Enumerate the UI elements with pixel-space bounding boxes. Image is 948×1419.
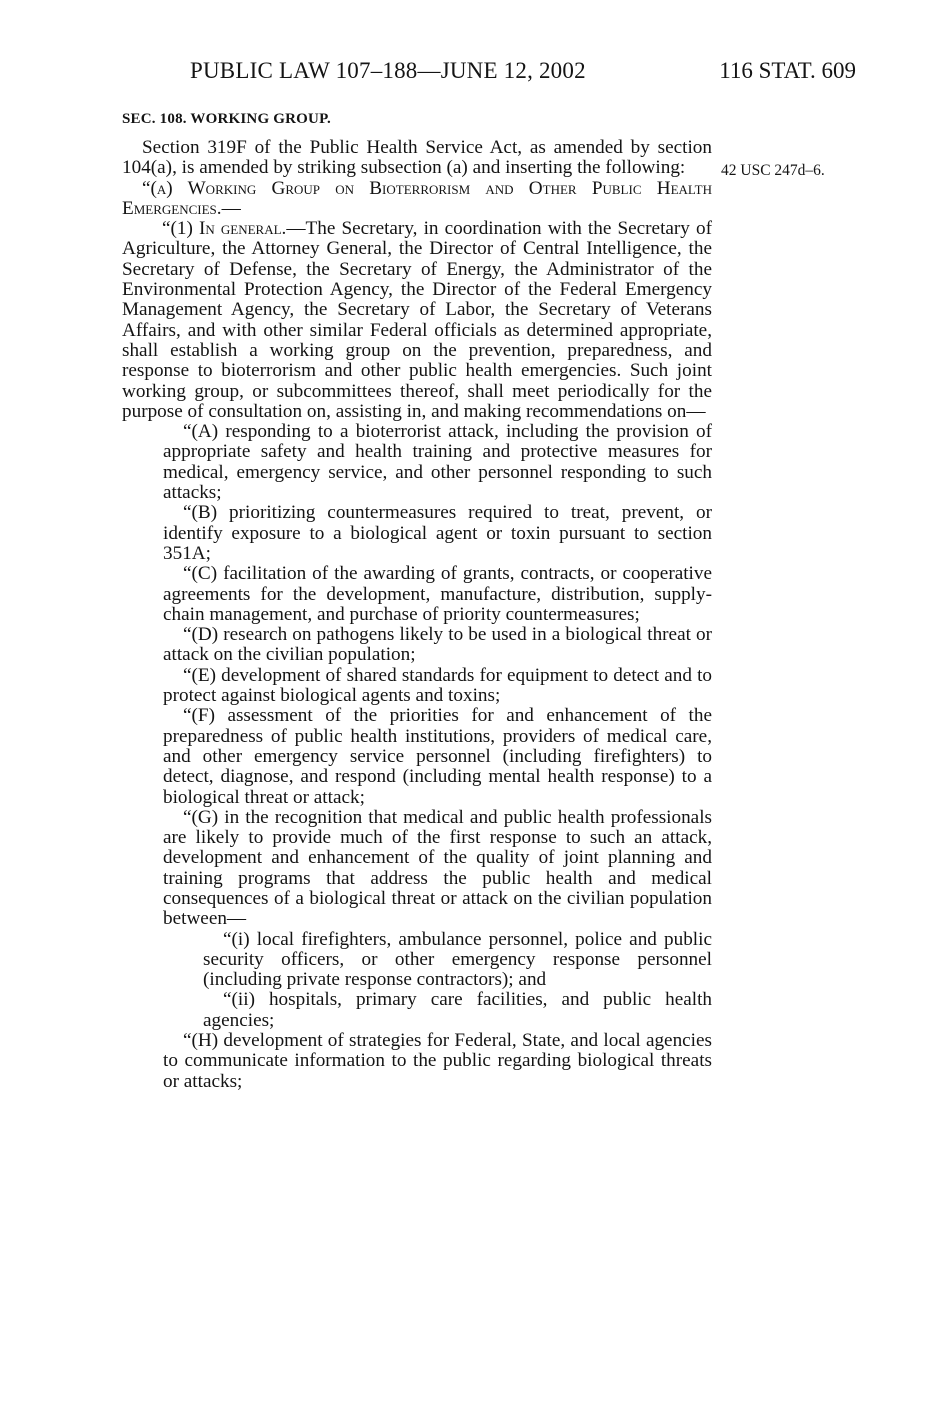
section-heading: SEC. 108. WORKING GROUP. (122, 111, 331, 127)
item-d: “(D) research on pathogens likely to be used in a biological threat or attack on the civilian population; (163, 624, 712, 666)
item-e: “(E) development of shared standards for equipment to detect and to protect against biological agents and toxins; (163, 664, 712, 707)
item-f: “(F) assessment of the priorities for and enhancement of the preparedness of public health institutions, providers of medical care, and other emergency service personnel (including firefighters) to detect, diagnose, and respond (including mental health response) to a biological threat or attack; (163, 705, 712, 808)
item-h: “(H) development of strategies for Federal, State, and local agencies to communicate information to the public regarding biological threats or attacks; (163, 1030, 712, 1092)
section-intro: Section 319F of the Public Health Service Act, as amended by section 104(a), is amended by striking subsection (a) and inserting the following: (122, 137, 712, 179)
statute-citation: 116 STAT. 609 (719, 58, 856, 83)
section-body (122, 138, 712, 1092)
page-header (0, 58, 948, 98)
subitem-i: “(i) local firefighters, ambulance personnel, police and public security officers, or other emergency response personnel (including private response contractors); and (203, 928, 712, 991)
paragraph-1 (122, 219, 712, 422)
paragraph-1-text: —The Secretary, in coordination with the Secretary of Agriculture, the Attorney General, the Director of Central Intelligence, the Secretary of Defense, the Secretary of Energy, the Administrator of the Environmental Protection Agency, the Director of the Federal Emergency Management Agency, the Secretary of Labor, the Secretary of Veterans Affairs, and with other similar Federal officials as determined appropriate, shall establish a working group on the prevention, preparedness, and response to bioterrorism and other public health emergencies. Such joint working group, or subcommittees thereof, shall meet periodically for the purpose of consultation on, assisting in, and making recommendations on— (122, 218, 712, 422)
subitem-ii: “(ii) hospitals, primary care facilities, and public health agencies; (203, 989, 712, 1031)
item-a: “(A) responding to a bioterrorist attack, including the provision of appropriate safety and health training and protective measures for medical, emergency service, and other personnel responding to such attacks; (163, 421, 712, 504)
running-head: PUBLIC LAW 107–188—JUNE 12, 2002 (190, 58, 586, 83)
paragraph-1-label: “(1) In general. (162, 218, 287, 240)
item-g: “(G) in the recognition that medical and public health professionals are likely to provide much of the first response to such an attack, development and enhancement of the quality of joint planning and training programs that address the public health and medical consequences of a biological threat or attack on the civilian population between— (163, 806, 712, 930)
subsection-a-heading-text: “(a) Working Group on Bioterrorism and Other Public Health Emergencies.— (122, 177, 712, 219)
item-b: “(B) prioritizing countermeasures required to treat, prevent, or identify exposure to a biological agent or toxin pursuant to section 351A; (163, 502, 712, 564)
item-c: “(C) facilitation of the awarding of grants, contracts, or cooperative agreements for the development, manufacture, distribution, supply-chain management, and purchase of priority countermeasures; (163, 563, 712, 625)
margin-citation: 42 USC 247d–6. (721, 162, 825, 179)
subsection-a-heading (122, 179, 712, 220)
